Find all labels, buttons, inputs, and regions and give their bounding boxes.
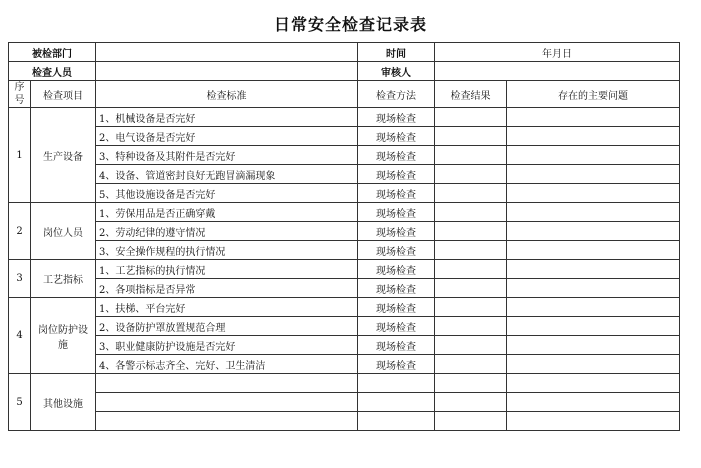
- standard-cell: [96, 393, 358, 412]
- result-cell[interactable]: [435, 317, 507, 336]
- result-cell[interactable]: [435, 165, 507, 184]
- issues-cell[interactable]: [507, 222, 680, 241]
- group-item: 工艺指标: [31, 260, 96, 298]
- result-cell[interactable]: [435, 127, 507, 146]
- table-row: [9, 298, 680, 317]
- method-cell: [358, 412, 435, 431]
- method-cell: 现场检查: [358, 127, 435, 146]
- method-cell: 现场检查: [358, 298, 435, 317]
- table-row: [9, 203, 680, 222]
- col-item-header: 检查项目: [31, 81, 96, 108]
- table-row: [9, 336, 680, 355]
- result-cell[interactable]: [435, 336, 507, 355]
- issues-cell[interactable]: [507, 165, 680, 184]
- standard-cell: 4、各警示标志齐全、完好、卫生清洁: [96, 355, 358, 374]
- header-row-inspector: [9, 62, 680, 81]
- method-cell: 现场检查: [358, 336, 435, 355]
- standard-cell: 3、职业健康防护设施是否完好: [96, 336, 358, 355]
- issues-cell[interactable]: [507, 298, 680, 317]
- dept-field[interactable]: [96, 43, 358, 62]
- standard-cell: 2、劳动纪律的遵守情况: [96, 222, 358, 241]
- table-row: [9, 355, 680, 374]
- result-cell[interactable]: [435, 279, 507, 298]
- method-cell: 现场检查: [358, 222, 435, 241]
- result-cell[interactable]: [435, 203, 507, 222]
- table-row: [9, 222, 680, 241]
- group-number: 2: [9, 203, 31, 260]
- result-cell[interactable]: [435, 298, 507, 317]
- column-header-row: [9, 81, 680, 108]
- method-cell: 现场检查: [358, 317, 435, 336]
- result-cell[interactable]: [435, 241, 507, 260]
- result-cell[interactable]: [435, 222, 507, 241]
- method-cell: 现场检查: [358, 203, 435, 222]
- table-row: [9, 260, 680, 279]
- issues-cell[interactable]: [507, 317, 680, 336]
- group-number: 1: [9, 108, 31, 203]
- dept-label: 被检部门: [9, 43, 96, 62]
- col-standard-header: 检查标准: [96, 81, 358, 108]
- col-method-header: 检查方法: [358, 81, 435, 108]
- col-result-header: 检查结果: [435, 81, 507, 108]
- table-row: [9, 165, 680, 184]
- issues-cell[interactable]: [507, 393, 680, 412]
- group-number: 3: [9, 260, 31, 298]
- inspection-form-table: [8, 42, 680, 431]
- group-number: 4: [9, 298, 31, 374]
- standard-cell: 2、各项指标是否异常: [96, 279, 358, 298]
- standard-cell: 1、机械设备是否完好: [96, 108, 358, 127]
- standard-cell: 2、设备防护罩放置规范合理: [96, 317, 358, 336]
- issues-cell[interactable]: [507, 146, 680, 165]
- result-cell[interactable]: [435, 374, 507, 393]
- method-cell: 现场检查: [358, 165, 435, 184]
- table-row: [9, 374, 680, 393]
- result-cell[interactable]: [435, 412, 507, 431]
- table-row: [9, 146, 680, 165]
- table-row: [9, 393, 680, 412]
- standard-cell: 2、电气设备是否完好: [96, 127, 358, 146]
- table-row: [9, 241, 680, 260]
- method-cell: 现场检查: [358, 184, 435, 203]
- issues-cell[interactable]: [507, 336, 680, 355]
- reviewer-label: 审核人: [358, 62, 435, 81]
- result-cell[interactable]: [435, 260, 507, 279]
- reviewer-field[interactable]: [435, 62, 680, 81]
- group-item: 其他设施: [31, 374, 96, 431]
- standard-cell: 5、其他设施设备是否完好: [96, 184, 358, 203]
- standard-cell: [96, 412, 358, 431]
- method-cell: 现场检查: [358, 260, 435, 279]
- table-row: [9, 412, 680, 431]
- result-cell[interactable]: [435, 184, 507, 203]
- result-cell[interactable]: [435, 393, 507, 412]
- method-cell: 现场检查: [358, 241, 435, 260]
- method-cell: 现场检查: [358, 146, 435, 165]
- issues-cell[interactable]: [507, 108, 680, 127]
- standard-cell: 1、扶梯、平台完好: [96, 298, 358, 317]
- issues-cell[interactable]: [507, 127, 680, 146]
- group-item: 岗位防护设施: [31, 298, 96, 374]
- method-cell: [358, 393, 435, 412]
- col-issues-header: 存在的主要问题: [507, 81, 680, 108]
- table-row: [9, 317, 680, 336]
- method-cell: [358, 374, 435, 393]
- issues-cell[interactable]: [507, 241, 680, 260]
- result-cell[interactable]: [435, 146, 507, 165]
- issues-cell[interactable]: [507, 184, 680, 203]
- standard-cell: [96, 374, 358, 393]
- standard-cell: 1、工艺指标的执行情况: [96, 260, 358, 279]
- result-cell[interactable]: [435, 355, 507, 374]
- issues-cell[interactable]: [507, 355, 680, 374]
- method-cell: 现场检查: [358, 355, 435, 374]
- inspector-label: 检查人员: [9, 62, 96, 81]
- standard-cell: 4、设备、管道密封良好无跑冒滴漏现象: [96, 165, 358, 184]
- table-row: [9, 108, 680, 127]
- issues-cell[interactable]: [507, 279, 680, 298]
- standard-cell: 1、劳保用品是否正确穿戴: [96, 203, 358, 222]
- group-item: 生产设备: [31, 108, 96, 203]
- issues-cell[interactable]: [507, 374, 680, 393]
- table-row: [9, 184, 680, 203]
- method-cell: 现场检查: [358, 108, 435, 127]
- inspector-field[interactable]: [96, 62, 358, 81]
- issues-cell[interactable]: [507, 412, 680, 431]
- issues-cell[interactable]: [507, 260, 680, 279]
- col-no-header: 序号: [9, 81, 31, 108]
- table-row: [9, 127, 680, 146]
- group-item: 岗位人员: [31, 203, 96, 260]
- method-cell: 现场检查: [358, 279, 435, 298]
- page-title: 日常安全检查记录表: [273, 15, 427, 34]
- header-row-dept: [9, 43, 680, 62]
- standard-cell: 3、安全操作规程的执行情况: [96, 241, 358, 260]
- time-field[interactable]: 年月日: [435, 43, 680, 62]
- group-number: 5: [9, 374, 31, 431]
- standard-cell: 3、特种设备及其附件是否完好: [96, 146, 358, 165]
- result-cell[interactable]: [435, 108, 507, 127]
- table-row: [9, 279, 680, 298]
- time-label: 时间: [358, 43, 435, 62]
- issues-cell[interactable]: [507, 203, 680, 222]
